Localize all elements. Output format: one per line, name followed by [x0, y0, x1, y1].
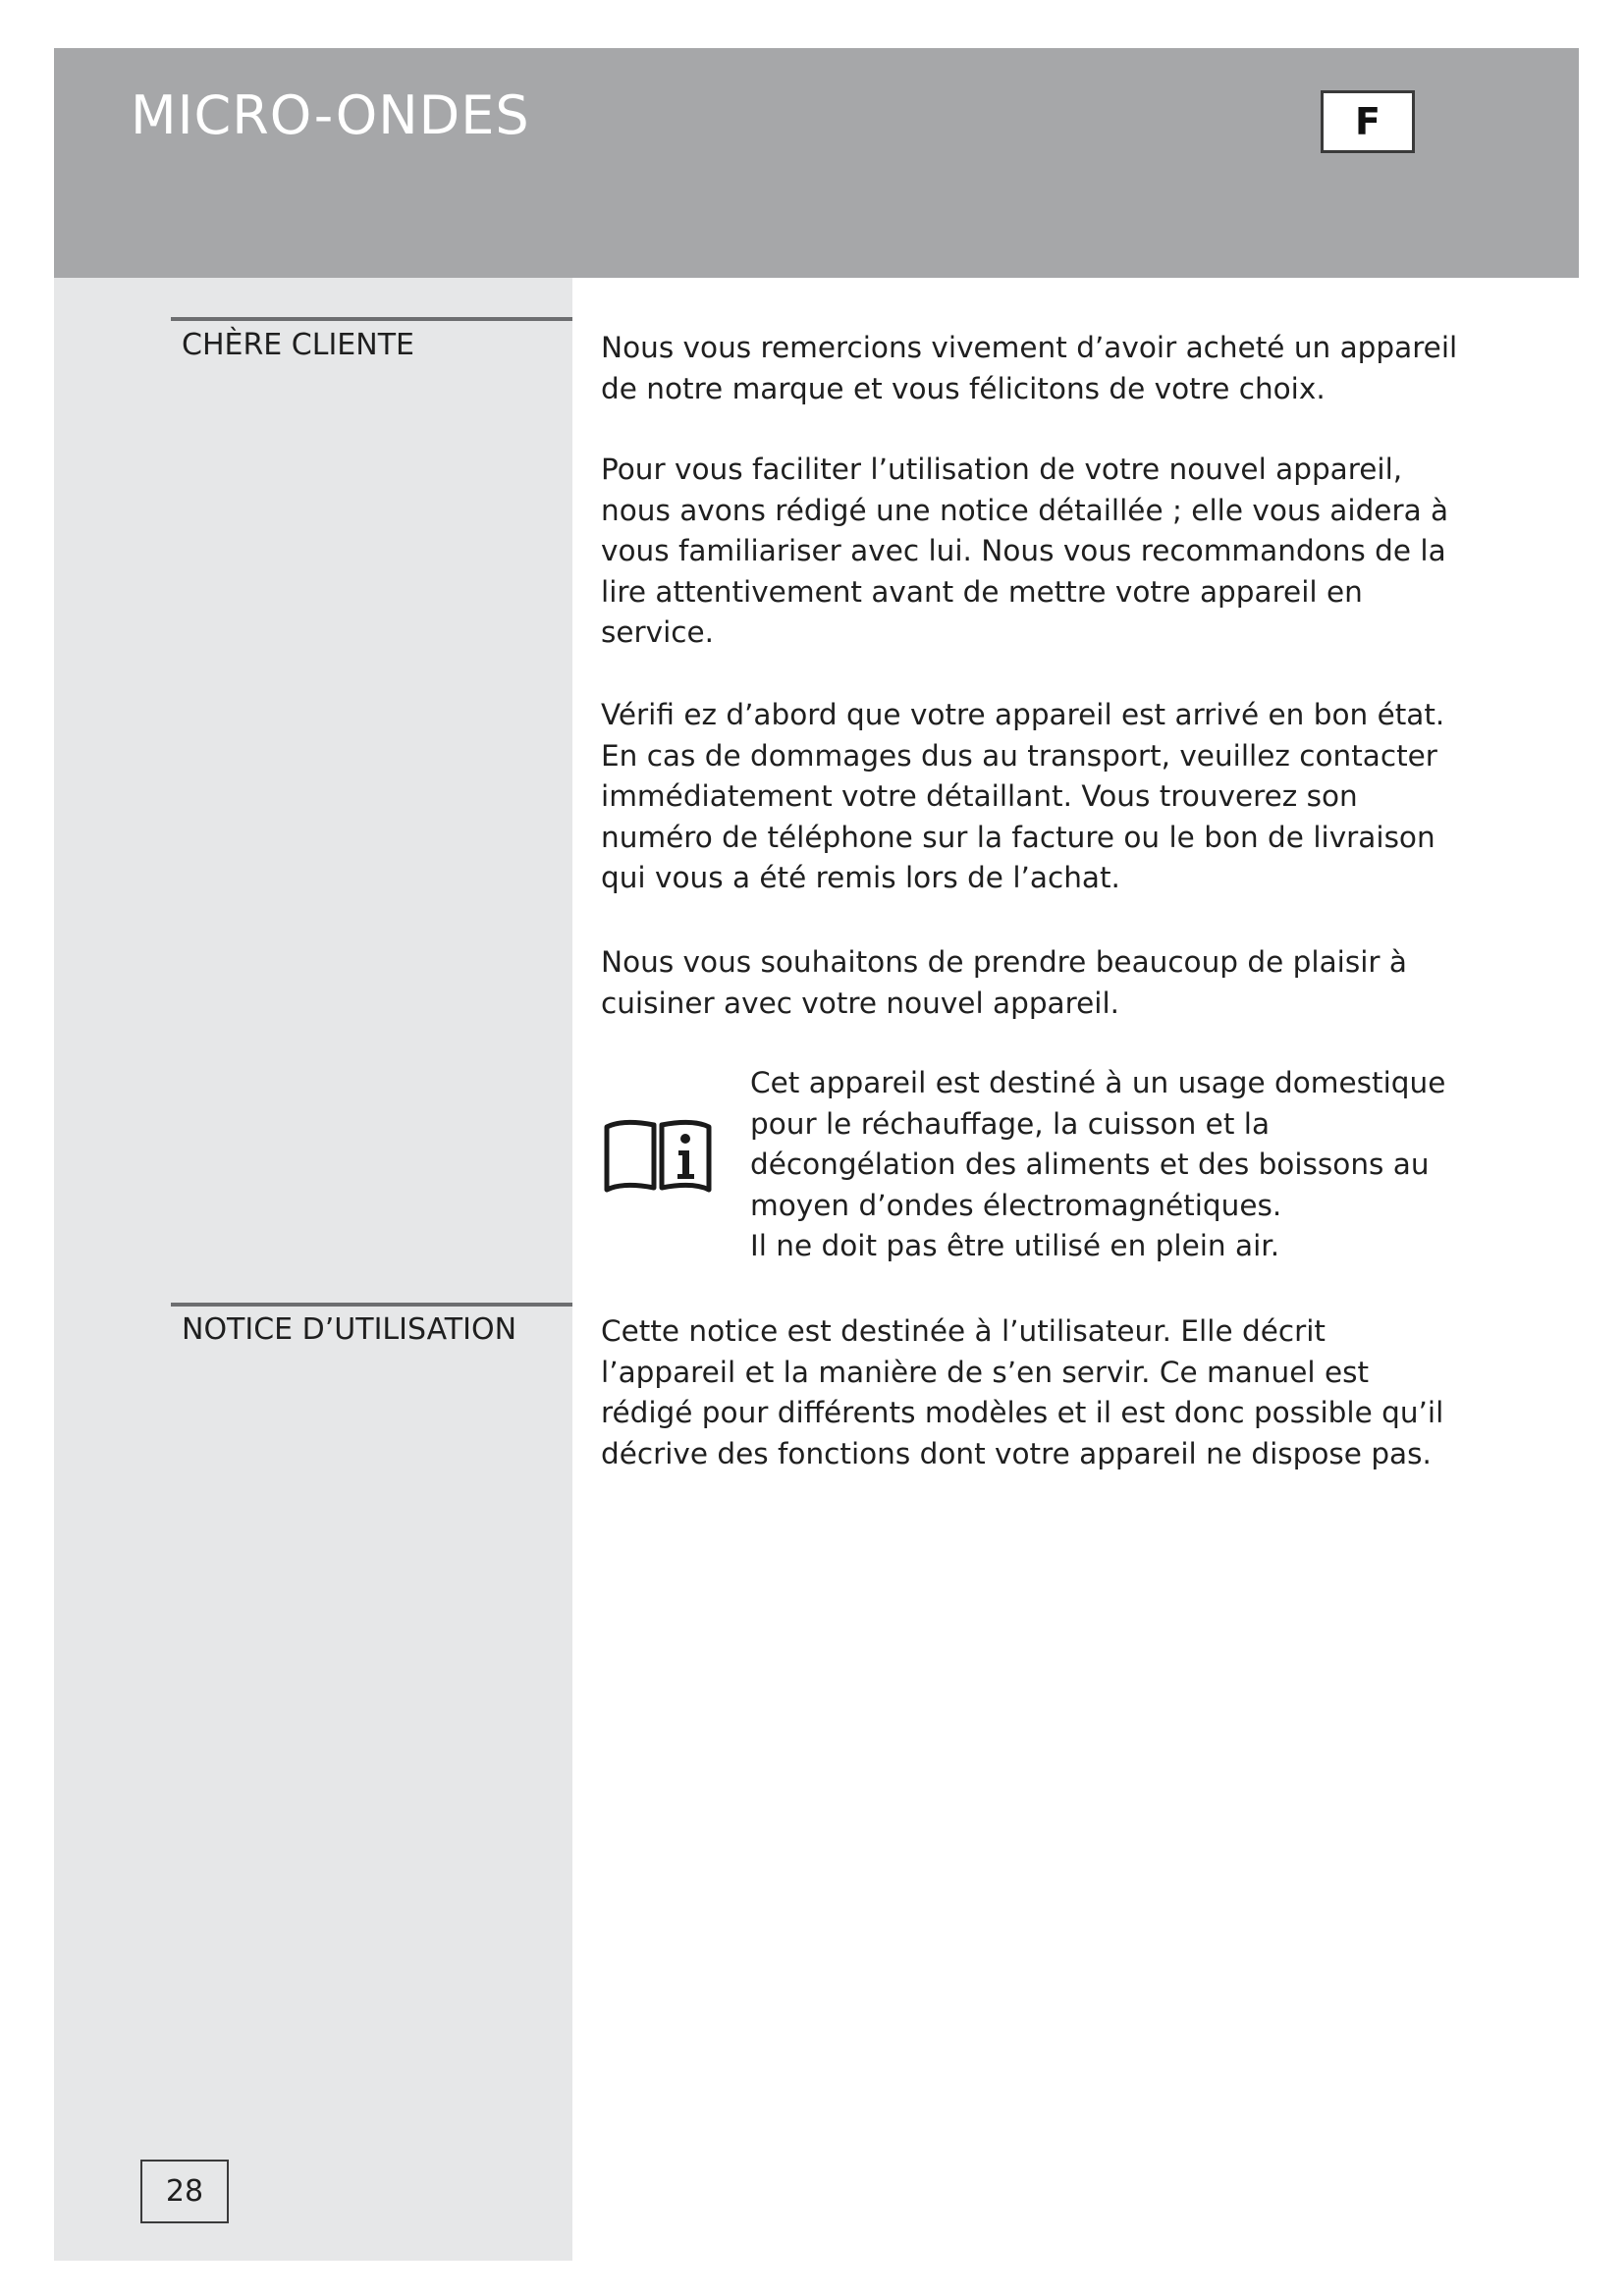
section-heading-chere-cliente: CHÈRE CLIENTE [182, 328, 414, 362]
notice-paragraph: Cette notice est destinée à l’utilisateur. Elle décrit l’appareil et la manière de s’en servir. Ce manuel est rédigé pour différents modèles et il est donc possible qu’il décrive des fonctions dont votre appareil ne dispose pas. [601, 1314, 1444, 1470]
info-book-icon [603, 1115, 713, 1194]
info-note-outdoor: Il ne doit pas être utilisé en plein air. [750, 1229, 1280, 1262]
section-divider [171, 1303, 572, 1307]
page-title: MICRO-ONDES [131, 84, 530, 146]
section-divider [171, 317, 572, 321]
check-paragraph: Vérifi ez d’abord que votre appareil est arrivé en bon état. En cas de dommages dus au transport, veuillez contacter immédiatement votre détaillant. Vous trouverez son numéro de téléphone sur la facture ou le bon de livraison qui vous a été remis lors de l’achat. [601, 698, 1445, 894]
usage-paragraph: Pour vous faciliter l’utilisation de votre nouvel appareil, nous avons rédigé une notice détaillée ; elle vous aidera à vous familiariser avec lui. Nous vous recommandons de la lire attentivement avant de mettre votre appareil en service. [601, 453, 1449, 649]
info-note-text [750, 1063, 1477, 1267]
section-heading-notice: NOTICE D’UTILISATION [182, 1312, 517, 1347]
intro-paragraph: Nous vous remercions vivement d’avoir acheté un appareil de notre marque et vous félicitons de votre choix. [601, 331, 1458, 405]
page-header-band [54, 48, 1579, 278]
wishes-paragraph: Nous vous souhaitons de prendre beaucoup de plaisir à cuisiner avec votre nouvel appareil. [601, 945, 1408, 1020]
page-number: 28 [140, 2160, 229, 2223]
sidebar-column [54, 278, 572, 2261]
info-note-main: Cet appareil est destiné à un usage domestique pour le réchauffage, la cuisson et la décongélation des aliments et des boissons au moyen d’ondes électromagnétiques. [750, 1066, 1446, 1222]
language-badge: F [1321, 90, 1415, 153]
